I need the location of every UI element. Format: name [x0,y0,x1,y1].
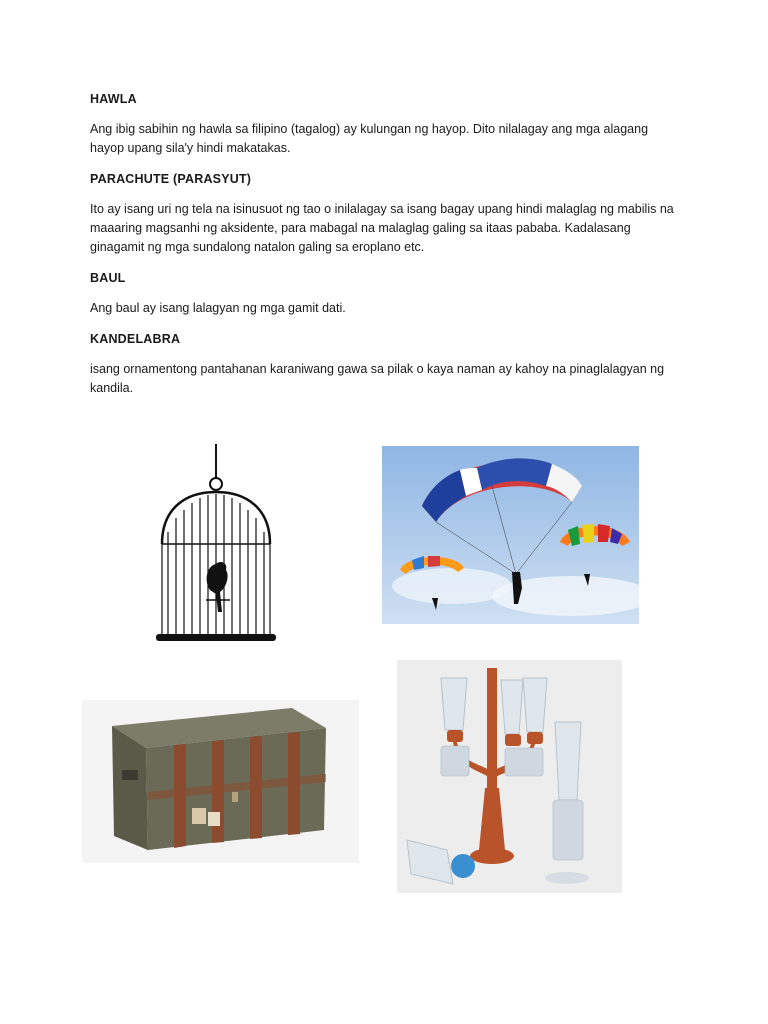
paragraph-kandelabra: isang ornamentong pantahanan karaniwang gawa sa pilak o kaya naman ay kahoy na pinaglalagyan ng kandila. [90,362,665,395]
heading-parachute: PARACHUTE (PARASYUT) [90,172,252,186]
candelabra-image [397,660,622,893]
parachutes-image [382,446,639,624]
candelabra-icon [397,660,622,893]
trunk-image [82,700,359,863]
parachutes-icon [382,446,639,624]
paragraph-baul: Ang baul ay isang lalagyan ng mga gamit dati. [90,301,346,315]
trunk-icon [82,700,359,863]
document-body [90,92,680,412]
paragraph-hawla: Ang ibig sabihin ng hawla sa filipino (tagalog) ay kulungan ng hayop. Dito nilalagay ang mga alagang hayop upang sila'y hindi makatakas. [90,122,649,155]
heading-kandelabra: KANDELABRA [90,332,181,346]
paragraph-parachute: Ito ay isang uri ng tela na isinusuot ng tao o inilalagay sa isang bagay upang hindi malaglag ng mabilis na maaaring magsanhi ng aksidente, para mabagal na malaglag galing sa itaas pababa. Kadalasang ginagamit ng mga sundalong natalon galing sa eroplano etc. [90,202,674,254]
birdcage-image [150,440,282,650]
heading-baul: BAUL [90,271,126,285]
heading-hawla: HAWLA [90,92,137,106]
birdcage-icon [150,440,282,650]
